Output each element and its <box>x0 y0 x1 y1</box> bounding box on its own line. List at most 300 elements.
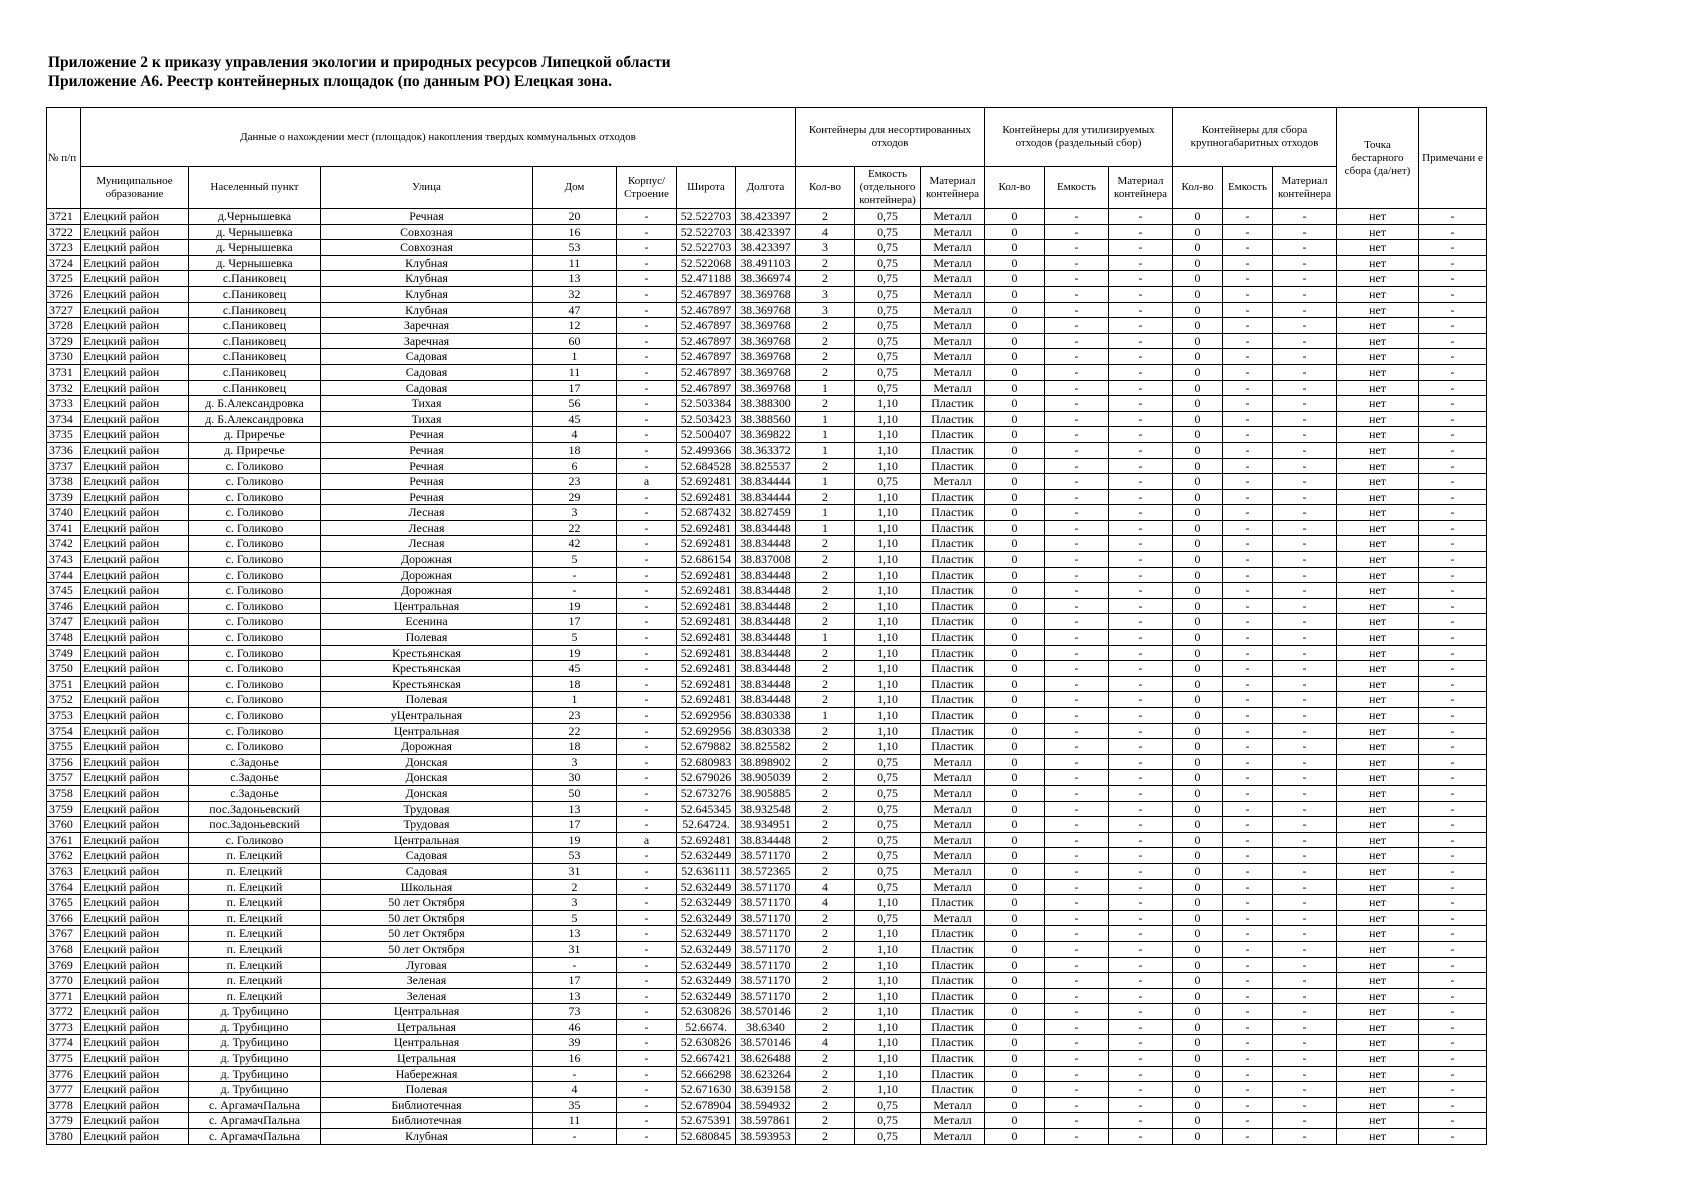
cell-latitude: 52.692481 <box>677 598 736 614</box>
cell-bulky-material: - <box>1273 536 1337 552</box>
cell-num: 3725 <box>47 271 81 287</box>
cell-street: Речная <box>321 489 533 505</box>
cell-note: - <box>1419 552 1487 568</box>
cell-block: - <box>617 801 677 817</box>
cell-bulky-material: - <box>1273 224 1337 240</box>
cell-unsorted-material: Металл <box>921 209 985 225</box>
cell-bulky-capacity: - <box>1223 910 1273 926</box>
cell-note: - <box>1419 645 1487 661</box>
cell-unsorted-material: Пластик <box>921 973 985 989</box>
cell-bagless: нет <box>1337 1129 1419 1145</box>
cell-bulky-material: - <box>1273 879 1337 895</box>
cell-latitude: 52.632449 <box>677 941 736 957</box>
cell-longitude: 38.369768 <box>736 380 796 396</box>
cell-unsorted-material: Металл <box>921 817 985 833</box>
cell-street: Донская <box>321 785 533 801</box>
cell-num: 3757 <box>47 770 81 786</box>
cell-longitude: 38.597861 <box>736 1113 796 1129</box>
cell-block: - <box>617 271 677 287</box>
cell-block: - <box>617 1082 677 1098</box>
cell-bulky-qty: 0 <box>1173 988 1223 1004</box>
cell-latitude: 52.678904 <box>677 1097 736 1113</box>
cell-longitude: 38.571170 <box>736 941 796 957</box>
cell-bulky-qty: 0 <box>1173 240 1223 256</box>
cell-municipality: Елецкий район <box>81 863 189 879</box>
cell-num: 3737 <box>47 458 81 474</box>
header-recycle-qty: Кол-во <box>985 167 1045 209</box>
table-row <box>47 832 1487 848</box>
cell-unsorted-capacity: 1,10 <box>855 489 921 505</box>
cell-bulky-material: - <box>1273 895 1337 911</box>
cell-house: 18 <box>533 739 617 755</box>
cell-street: Дорожная <box>321 583 533 599</box>
cell-house: - <box>533 583 617 599</box>
cell-recycle-material: - <box>1109 879 1173 895</box>
cell-unsorted-qty: 2 <box>796 458 855 474</box>
cell-bulky-capacity: - <box>1223 411 1273 427</box>
cell-settlement: с. Голиково <box>189 474 321 490</box>
cell-unsorted-material: Пластик <box>921 458 985 474</box>
cell-settlement: с. Голиково <box>189 598 321 614</box>
cell-bulky-qty: 0 <box>1173 832 1223 848</box>
cell-municipality: Елецкий район <box>81 505 189 521</box>
cell-street: Заречная <box>321 333 533 349</box>
cell-latitude: 52.666298 <box>677 1066 736 1082</box>
cell-block: - <box>617 364 677 380</box>
cell-bulky-capacity: - <box>1223 832 1273 848</box>
cell-recycle-material: - <box>1109 255 1173 271</box>
cell-bulky-capacity: - <box>1223 536 1273 552</box>
cell-bagless: нет <box>1337 271 1419 287</box>
cell-bulky-qty: 0 <box>1173 895 1223 911</box>
cell-recycle-capacity: - <box>1045 817 1109 833</box>
cell-bulky-material: - <box>1273 957 1337 973</box>
cell-unsorted-qty: 2 <box>796 723 855 739</box>
cell-recycle-capacity: - <box>1045 380 1109 396</box>
cell-num: 3762 <box>47 848 81 864</box>
cell-recycle-material: - <box>1109 318 1173 334</box>
cell-recycle-material: - <box>1109 739 1173 755</box>
cell-num: 3773 <box>47 1019 81 1035</box>
cell-unsorted-capacity: 1,10 <box>855 661 921 677</box>
cell-municipality: Елецкий район <box>81 785 189 801</box>
cell-note: - <box>1419 1129 1487 1145</box>
cell-unsorted-capacity: 0,75 <box>855 910 921 926</box>
header-recycle-group: Контейнеры для утилизируемых отходов (раздельный сбор) <box>985 108 1173 167</box>
cell-latitude: 52.692481 <box>677 567 736 583</box>
cell-unsorted-material: Пластик <box>921 411 985 427</box>
cell-recycle-material: - <box>1109 1097 1173 1113</box>
cell-bulky-material: - <box>1273 1066 1337 1082</box>
cell-recycle-material: - <box>1109 1051 1173 1067</box>
cell-note: - <box>1419 380 1487 396</box>
cell-block: - <box>617 863 677 879</box>
cell-bulky-material: - <box>1273 380 1337 396</box>
cell-unsorted-qty: 2 <box>796 1066 855 1082</box>
cell-bulky-qty: 0 <box>1173 396 1223 412</box>
cell-street: Садовая <box>321 380 533 396</box>
header-bulky-material: Материал контейнера <box>1273 167 1337 209</box>
cell-unsorted-material: Металл <box>921 364 985 380</box>
header-bulky-qty: Кол-во <box>1173 167 1223 209</box>
cell-unsorted-material: Пластик <box>921 723 985 739</box>
cell-block: - <box>617 598 677 614</box>
cell-municipality: Елецкий район <box>81 255 189 271</box>
cell-unsorted-capacity: 1,10 <box>855 520 921 536</box>
cell-block: - <box>617 910 677 926</box>
cell-municipality: Елецкий район <box>81 1035 189 1051</box>
cell-settlement: с.Паниковец <box>189 349 321 365</box>
cell-latitude: 52.671630 <box>677 1082 736 1098</box>
cell-municipality: Елецкий район <box>81 661 189 677</box>
cell-latitude: 52.467897 <box>677 333 736 349</box>
cell-recycle-material: - <box>1109 1035 1173 1051</box>
cell-house: 13 <box>533 926 617 942</box>
cell-bulky-material: - <box>1273 1097 1337 1113</box>
table-row <box>47 895 1487 911</box>
cell-unsorted-material: Пластик <box>921 895 985 911</box>
header-bulky-group: Контейнеры для сбора крупногабаритных отходов <box>1173 108 1337 167</box>
cell-bulky-material: - <box>1273 318 1337 334</box>
cell-bulky-qty: 0 <box>1173 723 1223 739</box>
cell-unsorted-material: Металл <box>921 349 985 365</box>
cell-num: 3753 <box>47 708 81 724</box>
cell-unsorted-material: Пластик <box>921 661 985 677</box>
cell-block: - <box>617 1113 677 1129</box>
cell-num: 3767 <box>47 926 81 942</box>
cell-latitude: 52.684528 <box>677 458 736 474</box>
cell-unsorted-capacity: 1,10 <box>855 1035 921 1051</box>
registry-table <box>46 107 1487 1145</box>
cell-bulky-material: - <box>1273 489 1337 505</box>
cell-unsorted-qty: 2 <box>796 318 855 334</box>
cell-bagless: нет <box>1337 910 1419 926</box>
table-row <box>47 1113 1487 1129</box>
cell-municipality: Елецкий район <box>81 973 189 989</box>
cell-unsorted-material: Пластик <box>921 941 985 957</box>
cell-block: - <box>617 1066 677 1082</box>
cell-latitude: 52.692481 <box>677 536 736 552</box>
cell-house: 53 <box>533 848 617 864</box>
cell-latitude: 52.630826 <box>677 1004 736 1020</box>
cell-bulky-material: - <box>1273 333 1337 349</box>
cell-unsorted-material: Пластик <box>921 536 985 552</box>
cell-bulky-capacity: - <box>1223 661 1273 677</box>
cell-num: 3721 <box>47 209 81 225</box>
cell-recycle-qty: 0 <box>985 1066 1045 1082</box>
cell-recycle-material: - <box>1109 583 1173 599</box>
cell-block: - <box>617 661 677 677</box>
table-row <box>47 1066 1487 1082</box>
cell-unsorted-capacity: 1,10 <box>855 1004 921 1020</box>
cell-bulky-capacity: - <box>1223 1051 1273 1067</box>
cell-recycle-capacity: - <box>1045 364 1109 380</box>
cell-unsorted-capacity: 1,10 <box>855 442 921 458</box>
cell-recycle-qty: 0 <box>985 614 1045 630</box>
cell-recycle-material: - <box>1109 817 1173 833</box>
cell-unsorted-material: Металл <box>921 1113 985 1129</box>
cell-bulky-capacity: - <box>1223 224 1273 240</box>
cell-bulky-material: - <box>1273 240 1337 256</box>
cell-recycle-material: - <box>1109 661 1173 677</box>
cell-house: 73 <box>533 1004 617 1020</box>
cell-recycle-qty: 0 <box>985 474 1045 490</box>
cell-note: - <box>1419 614 1487 630</box>
cell-longitude: 38.363372 <box>736 442 796 458</box>
cell-unsorted-material: Металл <box>921 286 985 302</box>
cell-house: 31 <box>533 863 617 879</box>
cell-unsorted-capacity: 1,10 <box>855 739 921 755</box>
cell-bulky-capacity: - <box>1223 770 1273 786</box>
cell-longitude: 38.491103 <box>736 255 796 271</box>
cell-bulky-qty: 0 <box>1173 583 1223 599</box>
cell-block: - <box>617 349 677 365</box>
cell-unsorted-material: Пластик <box>921 1019 985 1035</box>
cell-bulky-qty: 0 <box>1173 645 1223 661</box>
cell-unsorted-qty: 1 <box>796 411 855 427</box>
cell-unsorted-qty: 2 <box>796 1051 855 1067</box>
cell-recycle-capacity: - <box>1045 895 1109 911</box>
cell-latitude: 52.503423 <box>677 411 736 427</box>
cell-latitude: 52.675391 <box>677 1113 736 1129</box>
cell-bulky-material: - <box>1273 1035 1337 1051</box>
cell-recycle-capacity: - <box>1045 661 1109 677</box>
cell-bulky-qty: 0 <box>1173 1035 1223 1051</box>
cell-longitude: 38.825537 <box>736 458 796 474</box>
cell-bulky-qty: 0 <box>1173 739 1223 755</box>
cell-latitude: 52.500407 <box>677 427 736 443</box>
cell-num: 3746 <box>47 598 81 614</box>
cell-unsorted-material: Пластик <box>921 489 985 505</box>
cell-house: 56 <box>533 396 617 412</box>
cell-latitude: 52.692481 <box>677 645 736 661</box>
cell-bulky-qty: 0 <box>1173 910 1223 926</box>
cell-recycle-material: - <box>1109 957 1173 973</box>
cell-recycle-material: - <box>1109 801 1173 817</box>
cell-num: 3759 <box>47 801 81 817</box>
table-row <box>47 552 1487 568</box>
cell-note: - <box>1419 723 1487 739</box>
cell-longitude: 38.366974 <box>736 271 796 287</box>
cell-municipality: Елецкий район <box>81 364 189 380</box>
cell-recycle-qty: 0 <box>985 1097 1045 1113</box>
cell-bagless: нет <box>1337 255 1419 271</box>
cell-settlement: п. Елецкий <box>189 848 321 864</box>
cell-bulky-material: - <box>1273 1129 1337 1145</box>
cell-unsorted-capacity: 0,75 <box>855 785 921 801</box>
cell-bulky-material: - <box>1273 442 1337 458</box>
cell-house: 18 <box>533 676 617 692</box>
cell-house: - <box>533 957 617 973</box>
cell-latitude: 52.679882 <box>677 739 736 755</box>
cell-bulky-qty: 0 <box>1173 676 1223 692</box>
cell-bulky-material: - <box>1273 302 1337 318</box>
cell-bulky-qty: 0 <box>1173 271 1223 287</box>
cell-longitude: 38.593953 <box>736 1129 796 1145</box>
table-row <box>47 676 1487 692</box>
cell-longitude: 38.834448 <box>736 645 796 661</box>
cell-block: - <box>617 926 677 942</box>
table-row <box>47 785 1487 801</box>
cell-block: - <box>617 380 677 396</box>
cell-unsorted-material: Пластик <box>921 505 985 521</box>
cell-bulky-qty: 0 <box>1173 770 1223 786</box>
cell-settlement: п. Елецкий <box>189 988 321 1004</box>
cell-bagless: нет <box>1337 240 1419 256</box>
cell-bulky-qty: 0 <box>1173 817 1223 833</box>
cell-note: - <box>1419 240 1487 256</box>
cell-street: Речная <box>321 474 533 490</box>
cell-bulky-material: - <box>1273 1019 1337 1035</box>
cell-num: 3728 <box>47 318 81 334</box>
cell-recycle-material: - <box>1109 536 1173 552</box>
cell-recycle-capacity: - <box>1045 1066 1109 1082</box>
cell-block: - <box>617 723 677 739</box>
cell-note: - <box>1419 442 1487 458</box>
cell-recycle-capacity: - <box>1045 598 1109 614</box>
cell-recycle-qty: 0 <box>985 1035 1045 1051</box>
cell-municipality: Елецкий район <box>81 645 189 661</box>
cell-recycle-material: - <box>1109 333 1173 349</box>
cell-num: 3769 <box>47 957 81 973</box>
cell-bulky-capacity: - <box>1223 1019 1273 1035</box>
cell-settlement: д. Трубицино <box>189 1004 321 1020</box>
cell-longitude: 38.423397 <box>736 240 796 256</box>
cell-longitude: 38.834448 <box>736 676 796 692</box>
cell-unsorted-capacity: 0,75 <box>855 302 921 318</box>
cell-longitude: 38.369768 <box>736 302 796 318</box>
cell-municipality: Елецкий район <box>81 380 189 396</box>
cell-unsorted-qty: 4 <box>796 895 855 911</box>
cell-bulky-capacity: - <box>1223 427 1273 443</box>
cell-street: Клубная <box>321 271 533 287</box>
cell-settlement: с. Голиково <box>189 676 321 692</box>
cell-unsorted-capacity: 0,75 <box>855 209 921 225</box>
cell-settlement: д. Трубицино <box>189 1051 321 1067</box>
cell-bulky-material: - <box>1273 614 1337 630</box>
cell-bulky-qty: 0 <box>1173 630 1223 646</box>
cell-settlement: д.Чернышевка <box>189 209 321 225</box>
cell-recycle-material: - <box>1109 973 1173 989</box>
cell-bulky-material: - <box>1273 474 1337 490</box>
cell-municipality: Елецкий район <box>81 676 189 692</box>
cell-unsorted-material: Пластик <box>921 708 985 724</box>
cell-unsorted-qty: 2 <box>796 739 855 755</box>
cell-bulky-material: - <box>1273 676 1337 692</box>
cell-recycle-qty: 0 <box>985 941 1045 957</box>
cell-longitude: 38.834448 <box>736 598 796 614</box>
cell-unsorted-qty: 2 <box>796 941 855 957</box>
cell-recycle-qty: 0 <box>985 754 1045 770</box>
cell-longitude: 38.834448 <box>736 692 796 708</box>
cell-bagless: нет <box>1337 1097 1419 1113</box>
cell-unsorted-material: Пластик <box>921 926 985 942</box>
cell-settlement: д. Чернышевка <box>189 255 321 271</box>
cell-house: 4 <box>533 427 617 443</box>
cell-unsorted-capacity: 0,75 <box>855 318 921 334</box>
table-row <box>47 427 1487 443</box>
cell-recycle-qty: 0 <box>985 832 1045 848</box>
cell-unsorted-material: Пластик <box>921 988 985 1004</box>
cell-unsorted-capacity: 0,75 <box>855 801 921 817</box>
cell-bulky-material: - <box>1273 692 1337 708</box>
cell-bagless: нет <box>1337 380 1419 396</box>
cell-bagless: нет <box>1337 411 1419 427</box>
cell-note: - <box>1419 630 1487 646</box>
cell-recycle-capacity: - <box>1045 333 1109 349</box>
cell-recycle-qty: 0 <box>985 973 1045 989</box>
cell-bulky-capacity: - <box>1223 614 1273 630</box>
table-row <box>47 380 1487 396</box>
cell-bulky-capacity: - <box>1223 567 1273 583</box>
cell-settlement: с. Голиково <box>189 505 321 521</box>
cell-recycle-qty: 0 <box>985 895 1045 911</box>
cell-recycle-qty: 0 <box>985 598 1045 614</box>
cell-note: - <box>1419 567 1487 583</box>
table-row <box>47 739 1487 755</box>
cell-bulky-material: - <box>1273 552 1337 568</box>
cell-latitude: 52.503384 <box>677 396 736 412</box>
cell-note: - <box>1419 1035 1487 1051</box>
cell-bulky-qty: 0 <box>1173 941 1223 957</box>
cell-note: - <box>1419 692 1487 708</box>
cell-unsorted-capacity: 0,75 <box>855 240 921 256</box>
cell-settlement: п. Елецкий <box>189 895 321 911</box>
cell-house: 19 <box>533 832 617 848</box>
cell-bulky-qty: 0 <box>1173 1113 1223 1129</box>
cell-recycle-qty: 0 <box>985 910 1045 926</box>
cell-num: 3755 <box>47 739 81 755</box>
cell-unsorted-qty: 2 <box>796 271 855 287</box>
cell-settlement: с. АргамачПальна <box>189 1129 321 1145</box>
cell-recycle-qty: 0 <box>985 723 1045 739</box>
cell-settlement: с. Голиково <box>189 583 321 599</box>
header-lat: Широта <box>677 167 736 209</box>
cell-longitude: 38.639158 <box>736 1082 796 1098</box>
cell-bagless: нет <box>1337 302 1419 318</box>
cell-unsorted-material: Металл <box>921 255 985 271</box>
cell-house: 16 <box>533 1051 617 1067</box>
table-row <box>47 396 1487 412</box>
cell-municipality: Елецкий район <box>81 1082 189 1098</box>
cell-settlement: с. Голиково <box>189 567 321 583</box>
cell-bulky-qty: 0 <box>1173 692 1223 708</box>
cell-unsorted-material: Металл <box>921 785 985 801</box>
cell-latitude: 52.692956 <box>677 708 736 724</box>
cell-unsorted-material: Пластик <box>921 567 985 583</box>
cell-bagless: нет <box>1337 661 1419 677</box>
cell-recycle-qty: 0 <box>985 926 1045 942</box>
cell-latitude: 52.632449 <box>677 973 736 989</box>
cell-unsorted-qty: 2 <box>796 926 855 942</box>
cell-latitude: 52.680983 <box>677 754 736 770</box>
cell-settlement: с. Голиково <box>189 489 321 505</box>
cell-unsorted-qty: 1 <box>796 427 855 443</box>
cell-bagless: нет <box>1337 552 1419 568</box>
cell-bulky-qty: 0 <box>1173 1019 1223 1035</box>
cell-municipality: Елецкий район <box>81 988 189 1004</box>
cell-note: - <box>1419 863 1487 879</box>
cell-bulky-material: - <box>1273 848 1337 864</box>
cell-recycle-material: - <box>1109 895 1173 911</box>
cell-bagless: нет <box>1337 474 1419 490</box>
cell-bulky-capacity: - <box>1223 583 1273 599</box>
cell-recycle-material: - <box>1109 286 1173 302</box>
cell-bulky-capacity: - <box>1223 754 1273 770</box>
cell-unsorted-capacity: 0,75 <box>855 848 921 864</box>
cell-recycle-qty: 0 <box>985 271 1045 287</box>
cell-latitude: 52.467897 <box>677 302 736 318</box>
